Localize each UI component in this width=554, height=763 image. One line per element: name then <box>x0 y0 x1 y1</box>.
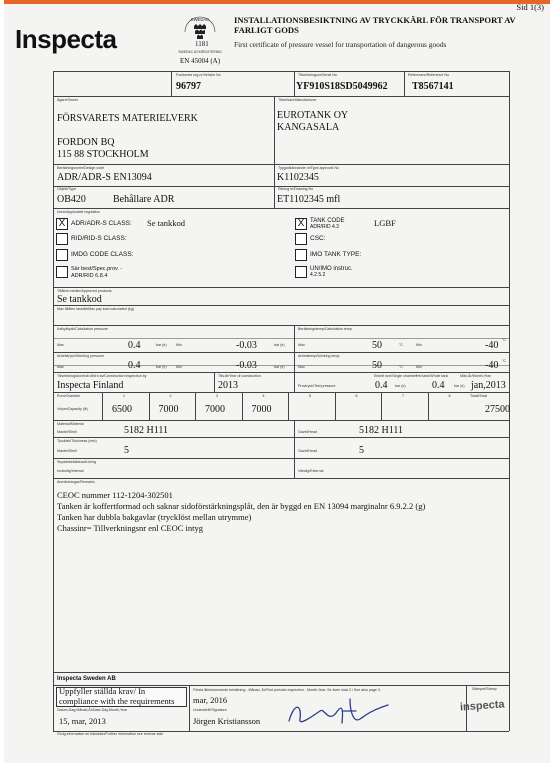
material-shell-label: Mantel/Shell <box>57 430 77 434</box>
un-imo-checkbox[interactable] <box>295 266 307 278</box>
chamber-capacity-value: 7000 <box>205 404 225 415</box>
object-description: Behållare ADR <box>113 194 175 205</box>
calc-temp-max-label: Max <box>298 343 305 347</box>
object-value: OB420 <box>57 194 86 205</box>
work-pressure-max-unit: bar (e) <box>156 365 167 369</box>
owner-line-2: FORDON BQ <box>57 137 115 148</box>
imo-tank-type-label: IMO TANK TYPE: <box>310 251 362 258</box>
manufacturer-line-1: EUROTANK OY <box>277 110 349 121</box>
chamber-capacity-value: 6500 <box>112 404 132 415</box>
chamber-number: 6 <box>355 394 358 398</box>
inspector-name: Jörgen Kristiansson <box>193 716 261 726</box>
single-chamber-label: Enkelt rum/Single chamber <box>374 374 418 378</box>
material-head-label: Gavel/Head <box>298 430 317 434</box>
lining-external-label: Vändig/External <box>298 469 324 473</box>
compliance-line-2: compliance with the requirements <box>59 696 175 706</box>
adr-class-value: Se tankkod <box>147 218 186 228</box>
imdg-class-label: IMDG CODE CLASS: <box>71 251 134 258</box>
total-capacity-value: 27500 <box>485 404 510 415</box>
chamber-label: Rum/Chamber <box>57 394 81 398</box>
material-shell-value: 5182 H111 <box>124 425 168 436</box>
design-code-value: ADR/ADR-S EN13094 <box>57 172 152 183</box>
test-pressure-value: 0.4 <box>375 380 388 391</box>
owner-line-3: 115 88 STOCKHOLM <box>57 149 149 160</box>
lining-label: Skyddsbeklädnad/Lining <box>57 460 96 464</box>
serial-no-label: Tillverkningsnr/Serial No <box>298 73 337 77</box>
object-label: Objekt/Type <box>57 187 77 191</box>
tank-code-label: TANK CODE <box>310 218 345 224</box>
work-temp-label: Arbetstemp/Working temp <box>298 354 340 358</box>
rid-class-checkbox[interactable] <box>56 233 68 245</box>
certificate-subtitle: First certificate of pressure vessel for transportation of dangerous goods <box>234 40 447 49</box>
thickness-head-label: Gavel/Head <box>298 449 317 453</box>
calc-pressure-min-unit: bar (e) <box>274 343 285 347</box>
reverse-side-note: Övrig information se baksidan/Further information see reverse side <box>57 732 164 736</box>
work-temp-min-unit: °C <box>502 359 507 363</box>
un-imo-label: UN/IMO instruc. <box>310 266 353 272</box>
chamber-number: 5 <box>309 394 311 398</box>
approved-products-label: Tillåtna medier/Approved products <box>57 289 112 293</box>
construction-inspection-label: Tillverkningskontroll utförd av/Construction inspection by <box>57 374 147 378</box>
manufacturer-label: Tillverkare/Manufacturer <box>278 98 317 102</box>
reference-no-value: T8567141 <box>412 81 454 92</box>
chamber-number: 7 <box>402 394 404 398</box>
seal-standard: EN 45004 (A) <box>180 57 221 65</box>
certificate-page <box>4 0 550 763</box>
test-pressure-label: Provtryck/Test pressure <box>298 384 336 388</box>
chamber-number: 2 <box>169 394 172 398</box>
work-temp-min-label: Min <box>416 365 422 369</box>
calc-temp-label: Beräkningstemp/Calculation temp <box>298 327 352 331</box>
next-inspection-label: Första återkommande besiktning - Månad, År/First periodic inspection - Month,Year. Se även sida 3 / See also page 3. <box>193 688 381 692</box>
rid-class-label: RID/RID-S CLASS: <box>71 235 127 242</box>
compliance-line-1: Uppfyller ställda krav/ In <box>59 686 146 696</box>
drawing-no-label: Ritning nr/Drawing No <box>278 187 314 191</box>
serial-no-value: YF910S18SD5049962 <box>296 81 388 92</box>
remarks-line-3: Tanken har dubbla bakgavlar (trycklöst mellan utrymme) <box>57 512 252 522</box>
calc-temp-max: 50 <box>372 340 382 351</box>
month-year-value: jan,2013 <box>471 380 506 391</box>
whole-tank-label: Hel tank/Whole tank <box>416 374 449 378</box>
svg-text:SWEDAC: SWEDAC <box>190 17 210 22</box>
date-label: Datum-Dag,Månad,År/Date-Day,Month,Year <box>57 708 128 712</box>
chamber-capacity-value: 7000 <box>158 404 179 415</box>
month-year-label: Mån,År/Month,Year <box>460 374 491 378</box>
type-approval-label: Typgodkännande nr/Type approval No <box>278 166 339 170</box>
remarks-line-2: Tanken är koffertformad och saknar sidoförstärkningsplåt, den är byggd en EN 13094 marginalnr 6.9.2.2 (g) <box>57 501 426 511</box>
calc-temp-min-label: Min <box>416 343 422 347</box>
work-pressure-max: 0.4 <box>128 360 141 371</box>
thickness-shell-value: 5 <box>124 445 129 456</box>
calc-pressure-max-unit: bar (e) <box>156 343 167 347</box>
chamber-number: 3 <box>216 394 218 398</box>
next-inspection-value: mar, 2016 <box>193 695 228 705</box>
drawing-no-value: ET1102345 mfl <box>277 194 341 205</box>
tank-code-sub: ADR/RID 4.3 <box>310 224 339 230</box>
chamber-capacity-value: 7000 <box>251 404 272 415</box>
single-chamber-value: 0.4 <box>432 380 445 391</box>
tank-code-checkbox[interactable]: X <box>295 218 307 230</box>
calc-pressure-min-label: Min <box>176 343 182 347</box>
material-label: Material/Material <box>57 422 84 426</box>
reference-no-label: Referensnr/Reference No <box>408 73 449 77</box>
remarks-line-4: Chassinr= Tillverkningsnr enl CEOC intyg <box>57 523 203 533</box>
manufacturer-line-2: KANGASALA <box>277 122 340 133</box>
chamber-number: 1 <box>123 394 125 398</box>
tank-code-value: LGBF <box>374 218 396 228</box>
special-provision-label: Sär best/Spec.prov. - ADR/RID 6.8.4 <box>71 266 123 279</box>
owner-line-1: FÖRSVARETS MATERIELVERK <box>57 113 198 124</box>
thickness-label: Tjocklek/Thickness (mm) <box>57 439 97 443</box>
design-code-label: Beräkningsnorm/Design code <box>57 166 105 170</box>
capacity-label: Volym/Capacity (lit) <box>57 407 88 411</box>
date-value: 15, mar, 2013 <box>59 716 106 726</box>
remarks-line-1: CEOC nummer 112-1204-302501 <box>57 490 173 500</box>
top-accent-band <box>4 0 550 4</box>
regulation-label: Norm/Applicable regulation <box>57 210 101 214</box>
chamber-number: 8 <box>448 394 451 398</box>
max-payload-label: Max tillåten lastvikt/Max pay load calculated (kg) <box>57 307 134 311</box>
owner-label: Ägare/Owner <box>57 98 79 102</box>
lining-internal-label: Invändig/Internal <box>57 469 84 473</box>
calc-pressure-label: Kalkyltryck/Calculation pressure <box>57 327 108 331</box>
inspecta-logo: Inspecta <box>15 24 117 54</box>
special-provision-checkbox[interactable] <box>56 266 68 278</box>
adr-class-checkbox[interactable]: X <box>56 218 68 230</box>
work-temp-max: 50 <box>372 360 382 371</box>
organization-label: Inspecta Sweden AB <box>57 676 116 682</box>
un-imo-sub: 4.2.5.2 <box>310 272 326 278</box>
work-pressure-min-unit: bar (e) <box>274 365 285 369</box>
construction-inspection-value: Inspecta Finland <box>57 380 124 391</box>
seal-number: 1181 <box>195 40 209 48</box>
calc-temp-min-unit: °C <box>502 338 507 342</box>
thickness-head-value: 5 <box>359 445 364 456</box>
year-of-construction-label: Tillv.år/Year of construction <box>218 374 261 378</box>
calc-temp-min: -40 <box>485 340 499 351</box>
work-temp-max-unit: °C <box>399 365 404 369</box>
record-no-label: Fordonets reg.nr/Vehicle No <box>176 73 221 77</box>
signature-scribble <box>284 693 394 731</box>
seal-ring-text: SWEDAC ACKREDITERING <box>178 50 222 54</box>
chamber-number: 4 <box>262 394 265 398</box>
type-approval-value: K1102345 <box>277 172 319 183</box>
test-pressure-unit: bar (e) <box>395 384 406 388</box>
stamp-logo: inspecta <box>459 698 506 714</box>
certificate-title: INSTALLATIONSBESIKTNING AV TRYCKKÄRL FÖR TRANSPORT AV FARLIGT GODS <box>234 15 516 35</box>
total-label: Totalt/Total <box>470 394 488 398</box>
remarks-label: Anmärkningar/Remarks <box>57 480 95 484</box>
calc-pressure-max-label: Max <box>57 343 64 347</box>
work-temp-min: -40 <box>485 360 499 371</box>
imo-tank-type-checkbox[interactable] <box>295 249 307 261</box>
work-temp-max-label: Max <box>298 365 305 369</box>
thickness-shell-label: Mantel/Shell <box>57 449 77 453</box>
calc-pressure-min: -0.03 <box>236 340 257 351</box>
work-pressure-max-label: Max <box>57 365 64 369</box>
page-number: Sid 1(3) <box>516 2 544 12</box>
approved-products-value: Se tankkod <box>57 294 102 305</box>
imdg-class-checkbox[interactable] <box>56 249 68 261</box>
calc-temp-max-unit: °C <box>399 343 404 347</box>
material-head-value: 5182 H111 <box>359 425 403 436</box>
csc-checkbox[interactable] <box>295 233 307 245</box>
signature-label: Underskrift/Signature <box>193 708 227 712</box>
single-chamber-unit: bar (e) <box>454 384 465 388</box>
work-pressure-min: -0.03 <box>236 360 257 371</box>
work-pressure-label: Arbetstryck/Working pressure <box>57 354 105 358</box>
csc-label: CSC: <box>310 235 326 242</box>
adr-class-label: ADR/ADR-S CLASS: <box>71 220 132 227</box>
stamp-label: Stämpel/Stamp <box>472 687 497 691</box>
record-no-value: 96797 <box>176 81 201 92</box>
work-pressure-min-label: Min <box>176 365 182 369</box>
calc-pressure-max: 0.4 <box>128 340 141 351</box>
year-of-construction-value: 2013 <box>218 380 238 391</box>
